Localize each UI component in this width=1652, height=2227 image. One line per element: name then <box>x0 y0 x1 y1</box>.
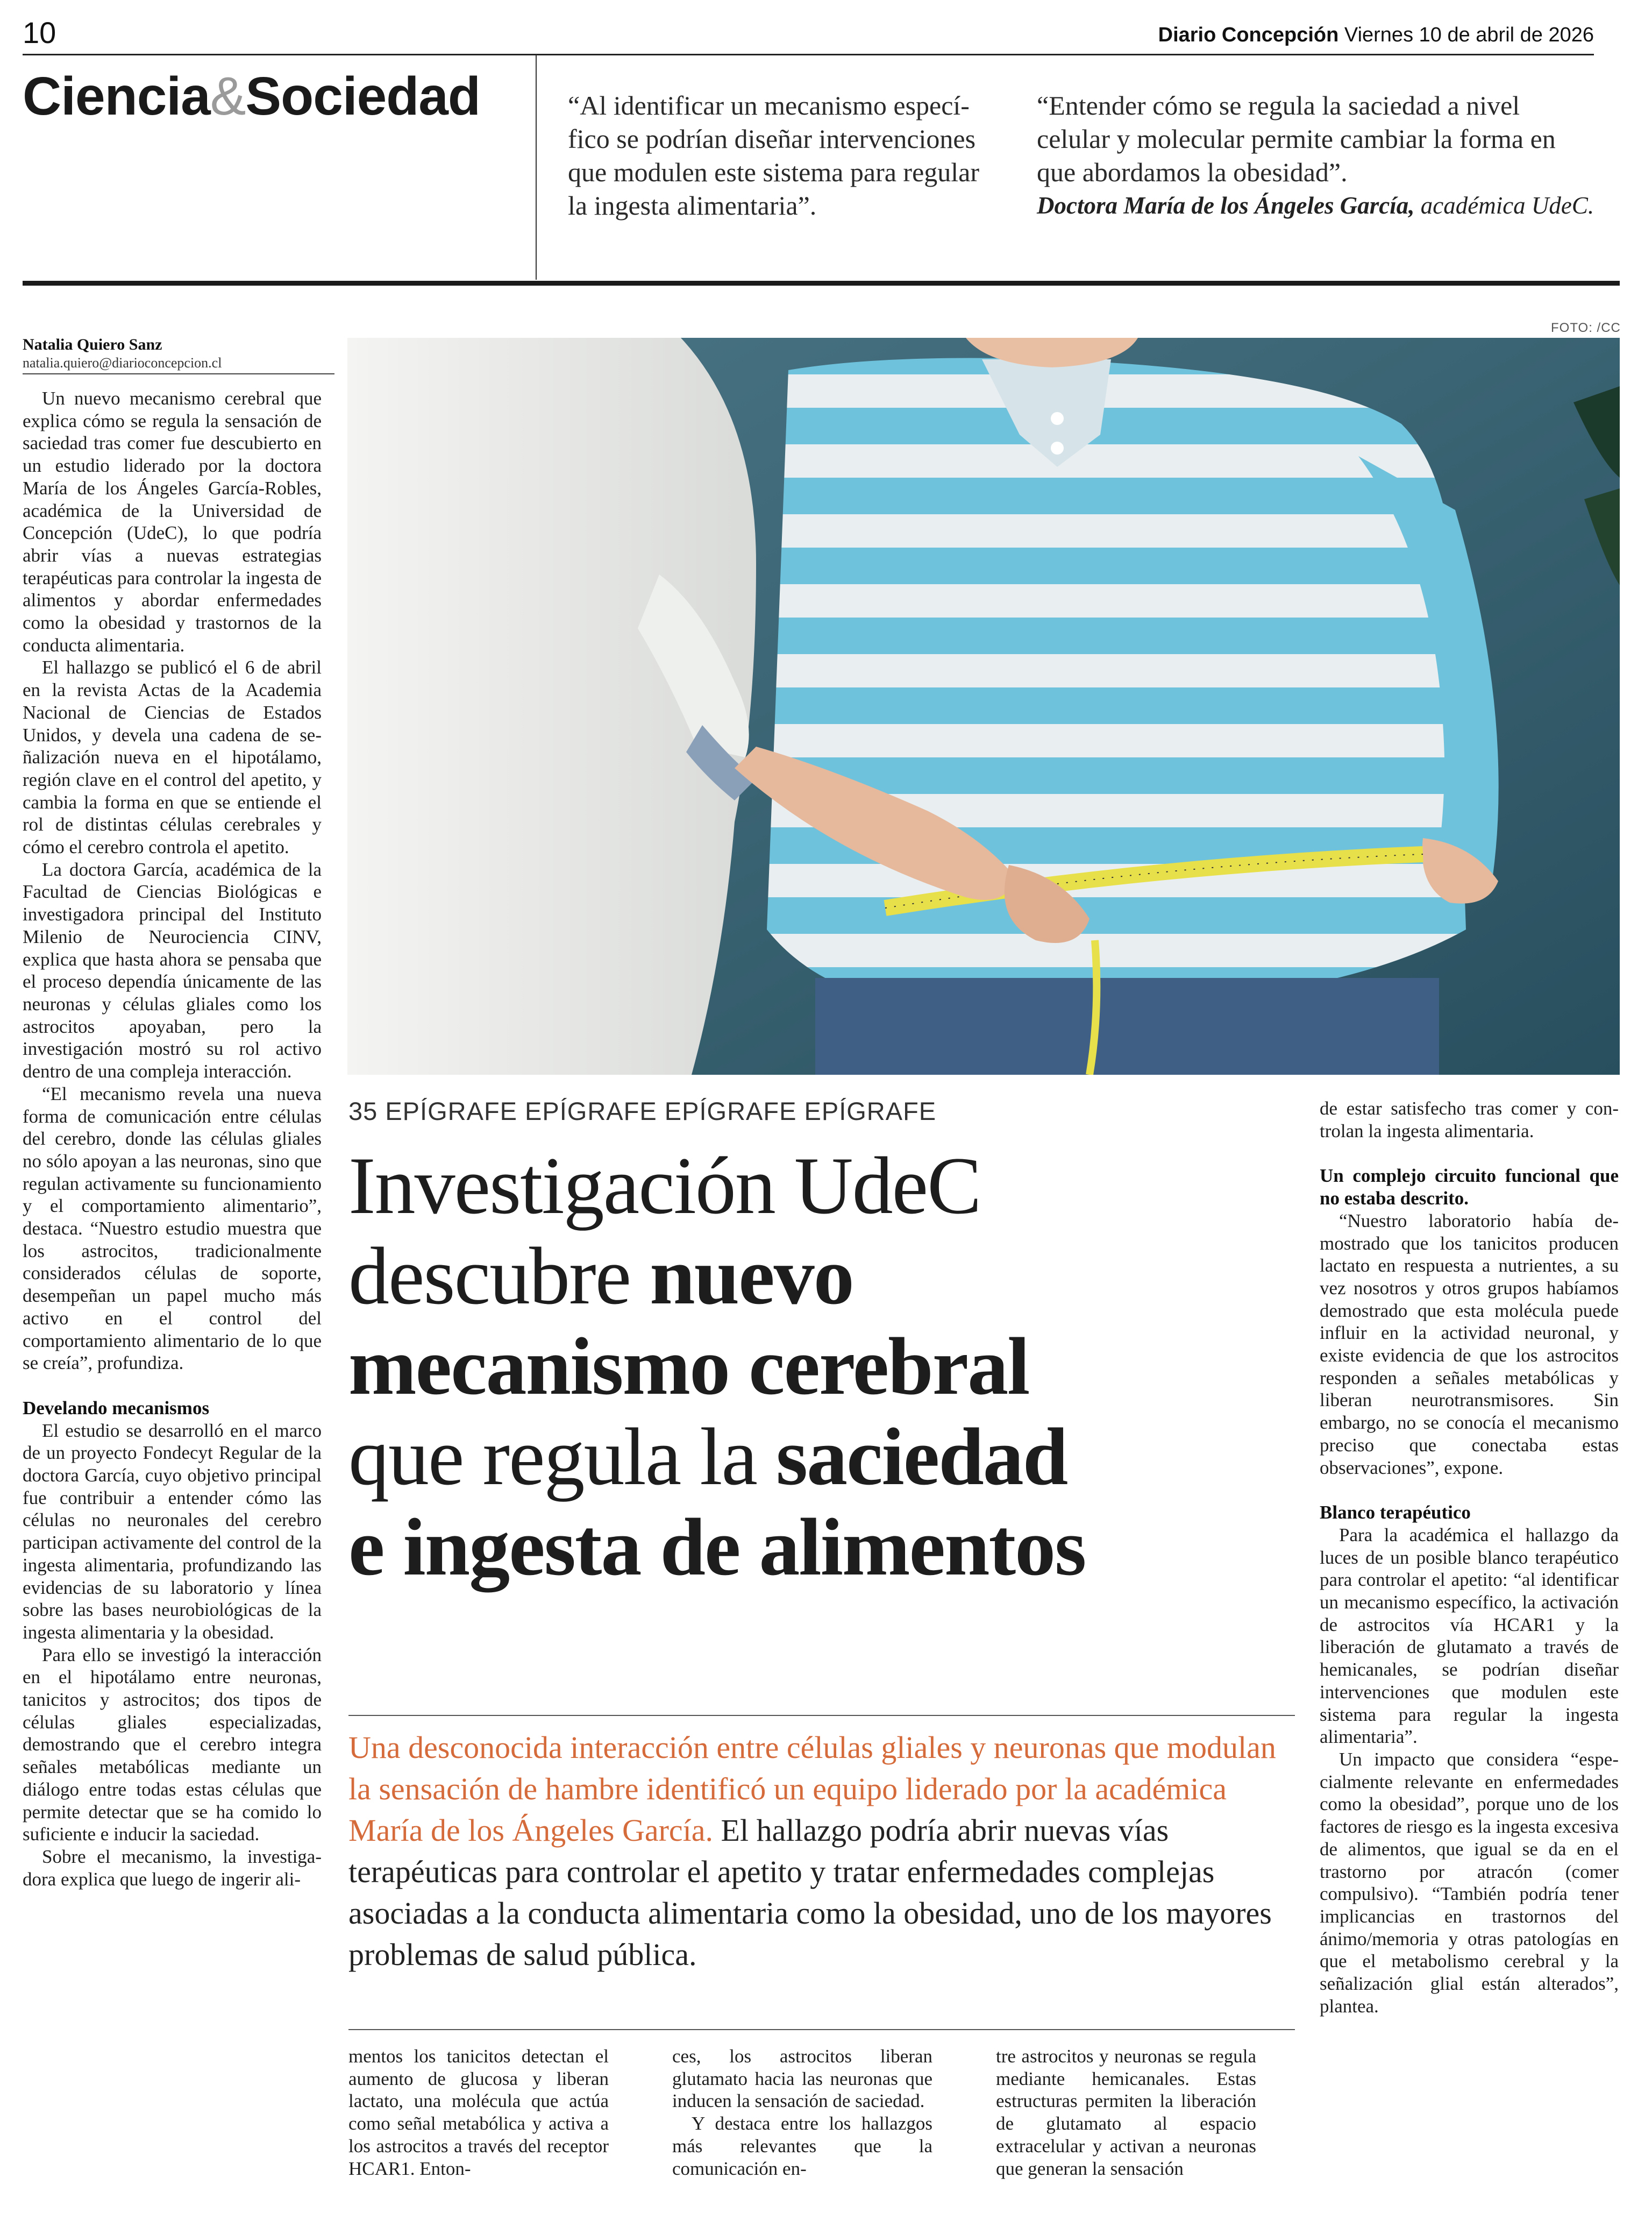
paragraph: Para ello se investigó la interacción en el hipotálamo entre neuronas, tanicitos y astrocitos; dos tipos de células gliales especializadas, demostrando que el cerebro integra señales metabólicas mediante un diálogo entre todas estas células que permite detectar que se ha comido lo suficiente e inducir la saciedad. <box>23 1644 322 1845</box>
subheading-circuito: Un complejo circuito funcional que no estaba descrito. <box>1320 1165 1619 1209</box>
paragraph: tre astrocitos y neuronas se regula mediante hemicanales. Estas estructuras permiten la liberación de glutamato al espacio extracelular y activan a neuronas que generan la sensación <box>996 2046 1256 2179</box>
newspaper-name: Diario Concepción <box>1158 24 1339 46</box>
paragraph: Para la académica el hallazgo da luces de un posible blanco terapéutico para controlar el apetito: “al identificar un mecanismo específico, la activación de astrocitos vía HCAR1 y la liberación de glutamato a través de hemicanales, se podrían diseñar intervenciones que modulen este sistema para regular la ingesta alimentaria”. <box>1320 1524 1619 1748</box>
byline-author: Natalia Quiero Sanz <box>23 336 162 353</box>
masthead <box>1158 24 1594 47</box>
headline-line-4 <box>348 1412 1306 1502</box>
subheading-blanco: Blanco terapéutico <box>1320 1502 1471 1523</box>
subheading-develando: Develando mecanismos <box>23 1397 210 1419</box>
headline-bold: mecanismo cerebral <box>348 1321 1029 1412</box>
deck-top-rule <box>348 1715 1295 1716</box>
section-title <box>23 66 480 127</box>
paragraph: “Nuestro laboratorio había demostrado que los tanicitos producen lactato en respuesta a nutrientes, a su vez nosotros y otros grupos habíamos demostrado que esta molécula puede influir en la actividad neuronal, y existe evidencia de que los astrocitos responden a señales metabólicas y liberan neurotransmisores. Sin embargo, no se conocía el mecanismo preciso que conectaba estas observaciones”, expone. <box>1320 1210 1619 1478</box>
headline-line-2 <box>348 1231 1306 1321</box>
article-deck <box>348 1727 1306 1975</box>
paragraph: mentos los tanicitos detectan el aumento de glucosa y liberan lactato, una molécula que actúa como señal metabólica y activa a los astrocitos a través del receptor HCAR1. Enton- <box>348 2046 609 2179</box>
headline-line-3 <box>348 1321 1306 1412</box>
header-rule <box>23 54 1594 55</box>
pull-quote-attribution <box>1037 189 1596 222</box>
article-column-left <box>23 387 322 1890</box>
paragraph: El hallazgo se publicó el 6 de abril en la revista Actas de la Academia Nacional de Ciencias de Estados Unidos, y devela una cadena de señalización nueva en el hipotálamo, región clave en el control del apetito, y cambia la forma en que se entiende el rol de distintas células cerebrales y cómo el cerebro controla el apetito. <box>23 657 322 858</box>
section-title-part1: Ciencia <box>23 66 210 126</box>
headline-bold: nuevo <box>650 1231 853 1321</box>
article-photo <box>347 338 1620 1075</box>
article-column-right <box>1320 1097 1619 2017</box>
headline-light: descubre <box>348 1231 650 1321</box>
paragraph: Y destaca entre los hallazgos más relevantes que la comunicación en- <box>672 2113 932 2179</box>
section-title-part2: Sociedad <box>245 66 481 126</box>
headline-line-5 <box>348 1502 1306 1592</box>
headline-line-1: Investigación UdeC <box>348 1140 981 1231</box>
attribution-name: Doctora María de los Ángeles García, <box>1037 192 1415 219</box>
deck-bottom-rule <box>348 2029 1295 2030</box>
epigraph: 35 EPÍGRAFE EPÍGRAFE EPÍGRAFE EPÍGRAFE <box>348 1097 937 1125</box>
headline <box>348 1140 1306 1592</box>
page-number: 10 <box>23 16 56 49</box>
paragraph: La doctora García, académica de la Facultad de Ciencias Biológicas e investigadora principal del Instituto Milenio de Neurociencia CINV, explica que hasta ahora se pensaba que el proceso dependía únicamente de las neuronas y células gliales como los astrocitos apoyaban, pero la investigación mostró su rol activo dentro de una compleja interacción. <box>23 859 322 1082</box>
attribution-role: académica UdeC. <box>1414 192 1594 219</box>
paragraph: Un nuevo mecanismo cerebral que explica cómo se regula la sensación de saciedad tras comer fue descubierto en un estudio liderado por la doctora María de los Ángeles García-Robles, académica de la Universidad de Concepción (UdeC), lo que podría abrir vías a nuevas estrategias terapéuticas para controlar la ingesta de alimentos y abordar enfermedades como la obesidad y trastornos de la conducta alimentaria. <box>23 388 322 656</box>
deck-highlight: Una desconocida interacción entre células gliales y neuronas que modulan la sensación de hambre identificó un equipo liderado por la académica María de los Ángeles García. <box>348 1730 1276 1848</box>
section-title-ampersand: & <box>210 66 246 126</box>
issue-date: Viernes 10 de abril de 2026 <box>1344 24 1594 46</box>
pull-quote-2 <box>1037 89 1596 222</box>
paragraph: ces, los astrocitos liberan glutamato hacia las neuronas que inducen la sensación de saciedad. <box>672 2046 932 2112</box>
byline-email[interactable]: natalia.quiero@diarioconcepcion.cl <box>23 355 222 371</box>
paragraph: Sobre el mecanismo, la investigadora explica que luego de ingerir ali- <box>23 1846 322 1890</box>
paragraph: “El mecanismo revela una nueva forma de comunicación entre células del cerebro, donde las células gliales no sólo apoyan a las neuronas, sino que regulan activamente su funcionamiento y el comportamiento alimentario”, destaca. “Nuestro estudio muestra que los astrocitos, tradicionalmente considerados células de soporte, desempeñan un papel mucho más activo en el control del comportamiento alimentario de lo que se creía”, profundiza. <box>23 1083 322 1374</box>
paragraph: El estudio se desarrolló en el marco de un proyecto Fondecyt Regular de la doctora García, cuyo objetivo principal fue contribuir a entender cómo las células no neuronales del cerebro participan activamente del control de la ingesta alimentaria, profundizando las evidencias de su laboratorio y línea sobre las bases neurobiológicas de la ingesta alimentaria y la obesidad. <box>23 1420 322 1643</box>
paragraph: Un impacto que considera “especialmente relevante en enfermedades como la obesidad”, porque uno de los factores de riesgo es la ingesta excesiva de alimentos, que igual se da en el trastorno por atracón (comer compulsivo). “También podría tener implicancias en trastornos del ánimo/memoria y otras patologías en que el metabolismo cerebral y la señalización glial están alterados”, plantea. <box>1320 1748 1619 2017</box>
paragraph: de estar satisfecho tras comer y controlan la ingesta alimentaria. <box>1320 1098 1619 1141</box>
article-column-bottom-1 <box>348 2045 609 2180</box>
photo-illustration <box>347 338 1620 1075</box>
deck-text: El hallazgo podría abrir nuevas vías terapéuticas para controlar el apetito y tratar enfermedades complejas asociadas a la conducta alimentaria como la obesidad, uno de los mayores problemas de salud pública. <box>348 1813 1272 1972</box>
pull-quote-1: “Al identificar un mecanismo específico se podrían diseñar intervenciones que modulen este sistema para regular la ingesta alimentaria”. <box>568 90 979 221</box>
header-bottom-rule <box>23 281 1620 286</box>
pull-quote-2-text: “Entender cómo se regula la saciedad a nivel celular y molecular permite cambiar la forma en que abordamos la obesidad”. <box>1037 90 1556 187</box>
article-column-bottom-3 <box>996 2045 1256 2180</box>
article-column-bottom-2 <box>672 2045 932 2180</box>
photo-credit: FOTO: /CC <box>1551 321 1621 335</box>
headline-bold: saciedad <box>775 1412 1067 1502</box>
byline-rule <box>23 373 334 374</box>
headline-light: que regula la <box>348 1412 776 1502</box>
headline-bold: e ingesta de alimentos <box>348 1502 1086 1592</box>
header-divider <box>536 55 537 280</box>
